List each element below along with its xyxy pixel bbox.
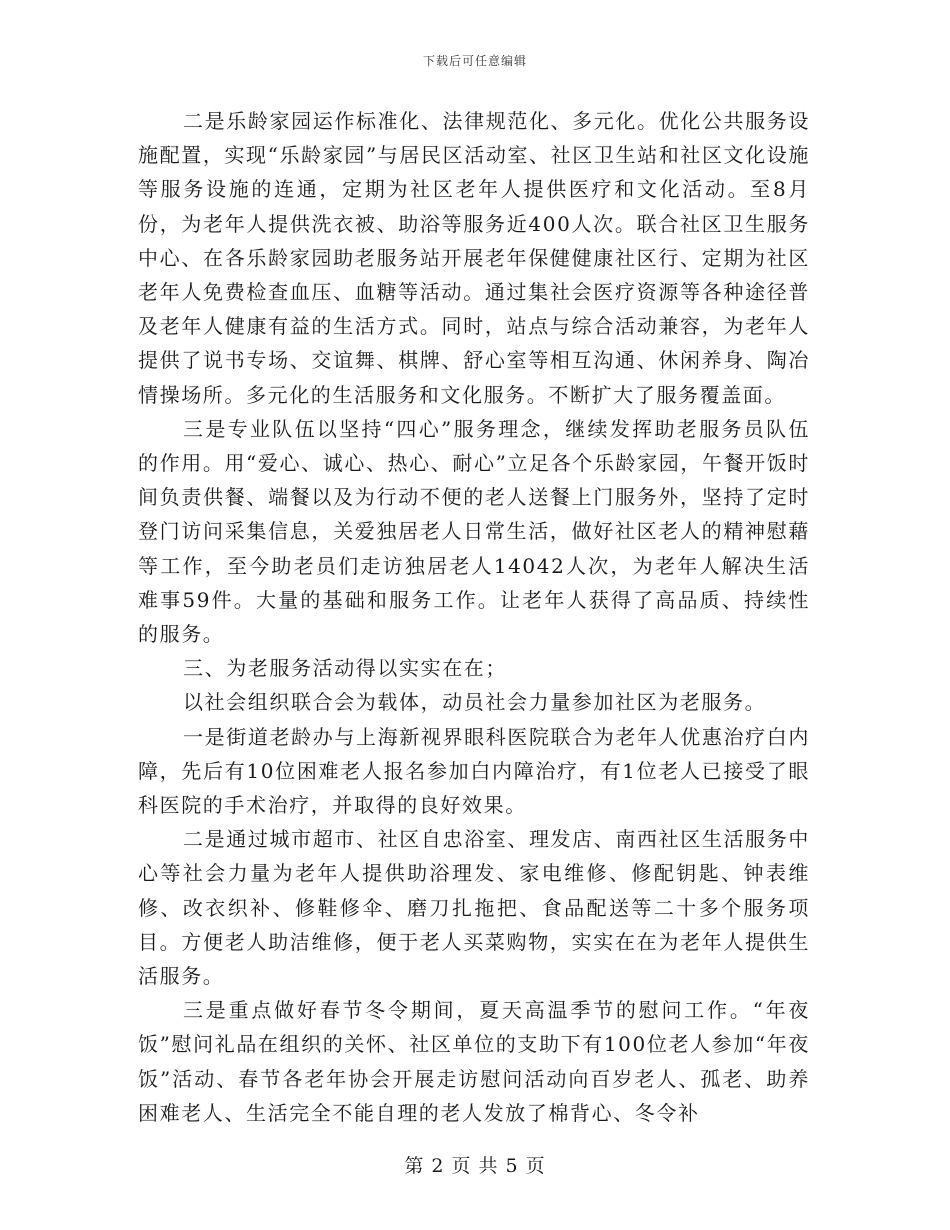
- paragraph-festival-visits: 三是重点做好春节冬令期间，夏天高温季节的慰问工作。“年夜饭”慰问礼品在组织的关怀、社区单位的支助下有100位老人参加“年夜饭”活动、春节各老年协会开展走访慰问活动向百岁老人、孤老、助养困难老人、生活完全不能自理的老人发放了棉背心、冬令补: [138, 998, 810, 1125]
- paragraph-social-forces: 二是通过城市超市、社区自忠浴室、理发店、南西社区生活服务中心等社会力量为老年人提供助浴理发、家电维修、修配钥匙、钟表维修、改衣织补、修鞋修伞、磨刀扎拖把、食品配送等二十多个服务项目。方便老人助洁维修，便于老人买菜购物，实实在在为老年人提供生活服务。: [138, 827, 810, 989]
- paragraph-social-organization: 以社会组织联合会为载体，动员社会力量参加社区为老服务。: [183, 690, 767, 715]
- section-heading-elderly-service: 三、为老服务活动得以实实在在；: [183, 656, 507, 681]
- paragraph-leling-standardization: 二是乐龄家园运作标准化、法律规范化、多元化。优化公共服务设施配置，实现“乐龄家园”与居民区活动室、社区卫生站和社区文化设施等服务设施的连通，定期为社区老年人提供医疗和文化活动。至8月份，为老年人提供洗衣被、助浴等服务近400人次。联合社区卫生服务中心、在各乐龄家园助老服务站开展老年保健健康社区行、定期为社区老年人免费检查血压、血糖等活动。通过集社会医疗资源等各种途径普及老年人健康有益的生活方式。同时，站点与综合活动兼容，为老年人提供了说书专场、交谊舞、棋牌、舒心室等相互沟通、休闲养身、陶冶情操场所。多元化的生活服务和文化服务。不断扩大了服务覆盖面。: [138, 109, 810, 407]
- page-number: 第 2 页 共 5 页: [404, 1155, 546, 1177]
- document-body: [138, 104, 810, 1130]
- paragraph-professional-team: 三是专业队伍以坚持“四心”服务理念，继续发挥助老服务员队伍的作用。用“爱心、诚心、热心、耐心”立足各个乐龄家园，午餐开饭时间负责供餐、端餐以及为行动不便的老人送餐上门服务外，坚持了定时登门访问采集信息，关爱独居老人日常生活，做好社区老人的精神慰藉等工作，至今助老员们走访独居老人14042人次，为老年人解决生活难事59件。大量的基础和服务工作。让老年人获得了高品质、持续性的服务。: [138, 416, 810, 647]
- paragraph-eye-hospital: 一是街道老龄办与上海新视界眼科医院联合为老年人优惠治疗白内障，先后有10位困难老人报名参加白内障治疗，有1位老人已接受了眼科医院的手术治疗，并取得的良好效果。: [138, 724, 810, 818]
- header-note: 下载后可任意编辑: [422, 54, 527, 68]
